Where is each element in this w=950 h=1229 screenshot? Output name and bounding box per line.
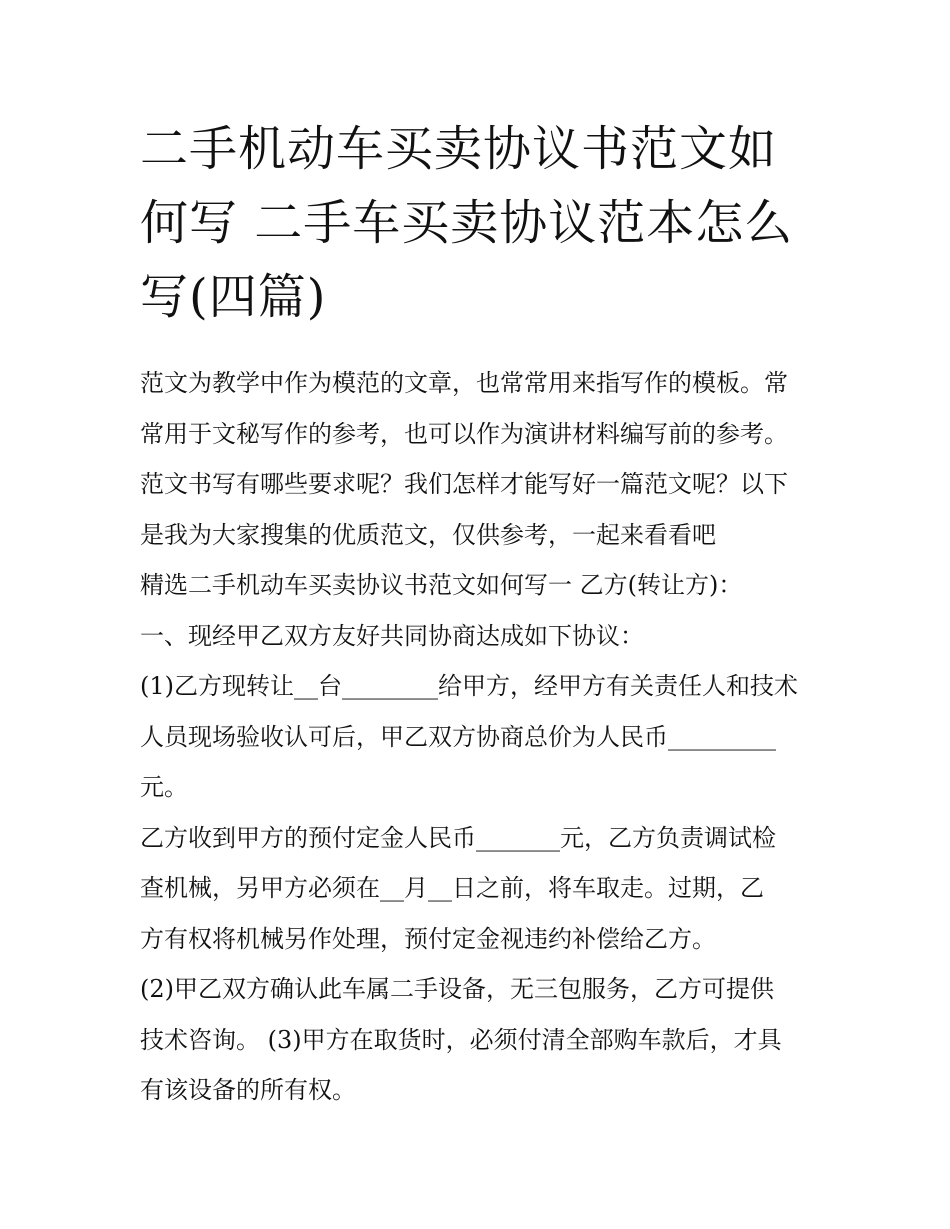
body-line: 精选二手机动车买卖协议书范文如何写一 乙方(转让方)：	[140, 571, 743, 599]
body-line: 查机械，另甲方必须在__月__日之前，将车取走。过期，乙	[140, 874, 764, 902]
body-line: (2)甲乙双方确认此车属二手设备，无三包服务，乙方可提供	[140, 975, 774, 1003]
body-line: (1)乙方现转让__台________给甲方，经甲方有关责任人和技术	[140, 672, 798, 700]
document-body	[140, 358, 830, 1116]
title-line: 何写 二手车买卖协议范本怎么	[140, 195, 794, 251]
body-line: 技术咨询。 (3)甲方在取货时，必须付清全部购车款后，才具	[140, 1025, 782, 1054]
body-line: 方有权将机械另作处理，预付定金视违约补偿给乙方。	[140, 924, 716, 953]
body-line: 乙方收到甲方的预付定金人民币_______元，乙方负责调试检	[140, 823, 776, 852]
body-line: 人员现场验收认可后，甲乙双方协商总价为人民币_________	[140, 722, 776, 751]
body-line: 是我为大家搜集的优质范文，仅供参考，一起来看看吧	[140, 520, 716, 549]
body-line: 范文为教学中作为模范的文章，也常常用来指写作的模板。常	[140, 369, 788, 397]
body-line: 有该设备的所有权。	[140, 1076, 356, 1104]
body-line: 常用于文秘写作的参考，也可以作为演讲材料编写前的参考。	[140, 419, 788, 448]
body-line: 一、现经甲乙双方友好共同协商达成如下协议：	[140, 621, 644, 650]
body-line: 元。	[140, 773, 188, 801]
body-line: 范文书写有哪些要求呢？我们怎样才能写好一篇范文呢？以下	[140, 470, 788, 498]
title-line: 写(四篇)	[140, 269, 327, 325]
title-line: 二手机动车买卖协议书范文如	[140, 121, 778, 177]
document-title	[140, 112, 820, 334]
